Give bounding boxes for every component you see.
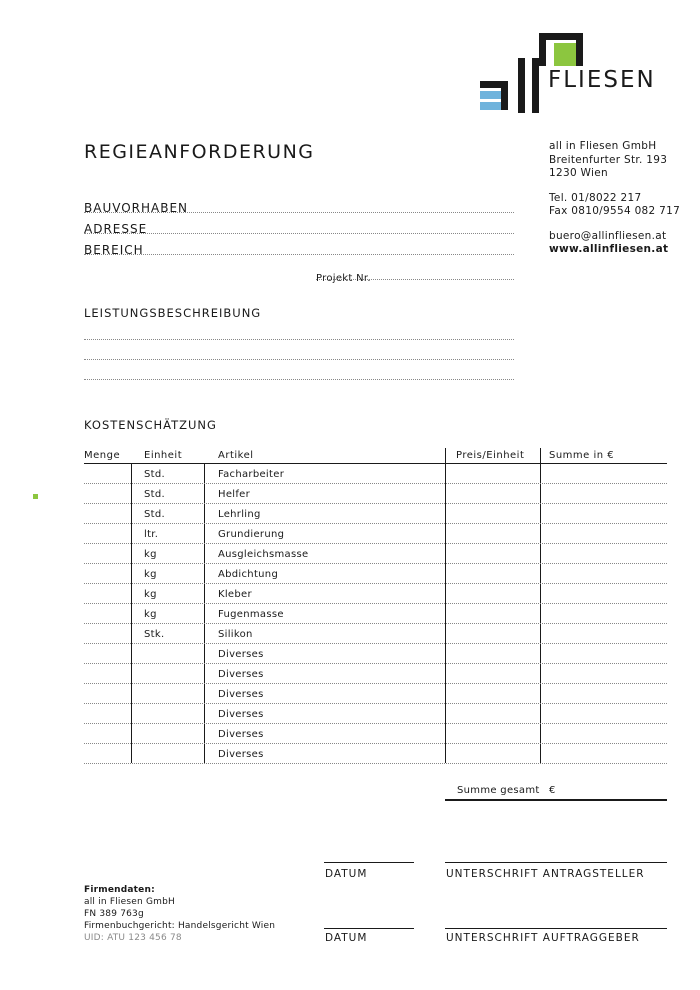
row-artikel: Facharbeiter: [218, 469, 285, 480]
table-row[interactable]: [84, 684, 667, 704]
table-row[interactable]: [84, 704, 667, 724]
row-einheit: Std.: [144, 469, 165, 480]
row-artikel: Ausgleichsmasse: [218, 549, 309, 560]
signature-antragsteller-label: UNTERSCHRIFT ANTRAGSTELLER: [446, 868, 645, 880]
row-einheit: kg: [144, 609, 157, 620]
row-artikel: Lehrling: [218, 509, 261, 520]
table-row[interactable]: [84, 504, 667, 524]
green-marker: [33, 494, 38, 499]
table-row[interactable]: [84, 484, 667, 504]
col-artikel: Artikel: [218, 450, 254, 461]
projekt-nr-field[interactable]: [316, 266, 514, 284]
row-artikel: Diverses: [218, 749, 264, 760]
company-email: buero@allinfliesen.at: [549, 229, 667, 242]
table-row[interactable]: [84, 544, 667, 564]
footer-heading: Firmendaten:: [84, 885, 155, 895]
kosten-heading: KOSTENSCHÄTZUNG: [84, 418, 217, 432]
company-name: all in Fliesen GmbH: [549, 140, 657, 152]
company-tel: Tel. 01/8022 217: [549, 191, 642, 204]
footer-fn: FN 389 763g: [84, 909, 144, 919]
bauvorhaben-label: BAUVORHABEN: [84, 201, 189, 215]
table-row[interactable]: [84, 604, 667, 624]
datum-label-1: DATUM: [325, 868, 368, 880]
total-currency: €: [549, 785, 556, 796]
row-einheit: Std.: [144, 509, 165, 520]
footer-uid: UID: ATU 123 456 78: [84, 933, 182, 943]
row-artikel: Diverses: [218, 669, 264, 680]
row-artikel: Silikon: [218, 629, 253, 640]
col-einheit: Einheit: [144, 450, 183, 461]
table-row[interactable]: [84, 624, 667, 644]
datum-label-2: DATUM: [325, 932, 368, 944]
signature-antragsteller-line[interactable]: [445, 862, 667, 863]
logo-wordmark: FLIESEN: [548, 67, 656, 93]
page-title: REGIEANFORDERUNG: [84, 141, 315, 163]
row-artikel: Helfer: [218, 489, 251, 500]
row-einheit: Std.: [144, 489, 165, 500]
table-row[interactable]: [84, 724, 667, 744]
table-row[interactable]: [84, 464, 667, 484]
signature-auftraggeber-line[interactable]: [445, 928, 667, 929]
bereich-field[interactable]: [84, 239, 514, 255]
row-artikel: Abdichtung: [218, 569, 279, 580]
row-artikel: Grundierung: [218, 529, 285, 540]
leistung-heading: LEISTUNGSBESCHREIBUNG: [84, 306, 262, 320]
projekt-nr-label: Projekt Nr.: [316, 273, 371, 284]
company-fax: Fax 0810/9554 082 717: [549, 205, 681, 217]
row-artikel: Diverses: [218, 689, 264, 700]
row-einheit: ltr.: [144, 529, 159, 540]
table-row[interactable]: [84, 664, 667, 684]
footer-name: all in Fliesen GmbH: [84, 897, 175, 907]
company-logo: [480, 33, 660, 115]
col-preis: Preis/Einheit: [456, 450, 525, 461]
company-data-footer: [84, 884, 275, 944]
table-row[interactable]: [84, 564, 667, 584]
adresse-label: ADRESSE: [84, 222, 148, 236]
datum-line-1[interactable]: [324, 862, 414, 863]
cost-table: [84, 448, 667, 764]
company-address: [549, 140, 680, 257]
leistung-line[interactable]: [84, 339, 514, 340]
table-row[interactable]: [84, 744, 667, 764]
signature-auftraggeber-label: UNTERSCHRIFT AUFTRAGGEBER: [446, 932, 640, 944]
table-row[interactable]: [84, 584, 667, 604]
company-city: 1230 Wien: [549, 167, 608, 179]
company-street: Breitenfurter Str. 193: [549, 153, 668, 166]
row-einheit: kg: [144, 569, 157, 580]
table-row[interactable]: [84, 644, 667, 664]
table-row[interactable]: [84, 524, 667, 544]
row-artikel: Kleber: [218, 589, 252, 600]
adresse-field[interactable]: [84, 218, 514, 234]
col-menge: Menge: [84, 450, 121, 461]
bauvorhaben-field[interactable]: [84, 197, 514, 213]
datum-line-2[interactable]: [324, 928, 414, 929]
leistung-line[interactable]: [84, 379, 514, 380]
total-label: Summe gesamt: [457, 785, 540, 796]
bereich-label: BEREICH: [84, 243, 144, 257]
row-artikel: Diverses: [218, 729, 264, 740]
col-summe: Summe in €: [549, 450, 615, 461]
table-body: [84, 464, 667, 764]
company-web: www.allinfliesen.at: [549, 243, 669, 255]
leistung-line[interactable]: [84, 359, 514, 360]
row-artikel: Diverses: [218, 709, 264, 720]
row-artikel: Fugenmasse: [218, 609, 284, 620]
footer-gericht: Firmenbuchgericht: Handelsgericht Wien: [84, 921, 276, 931]
row-einheit: kg: [144, 549, 157, 560]
row-einheit: kg: [144, 589, 157, 600]
row-artikel: Diverses: [218, 649, 264, 660]
total-field[interactable]: [445, 799, 667, 801]
row-einheit: Stk.: [144, 629, 165, 640]
